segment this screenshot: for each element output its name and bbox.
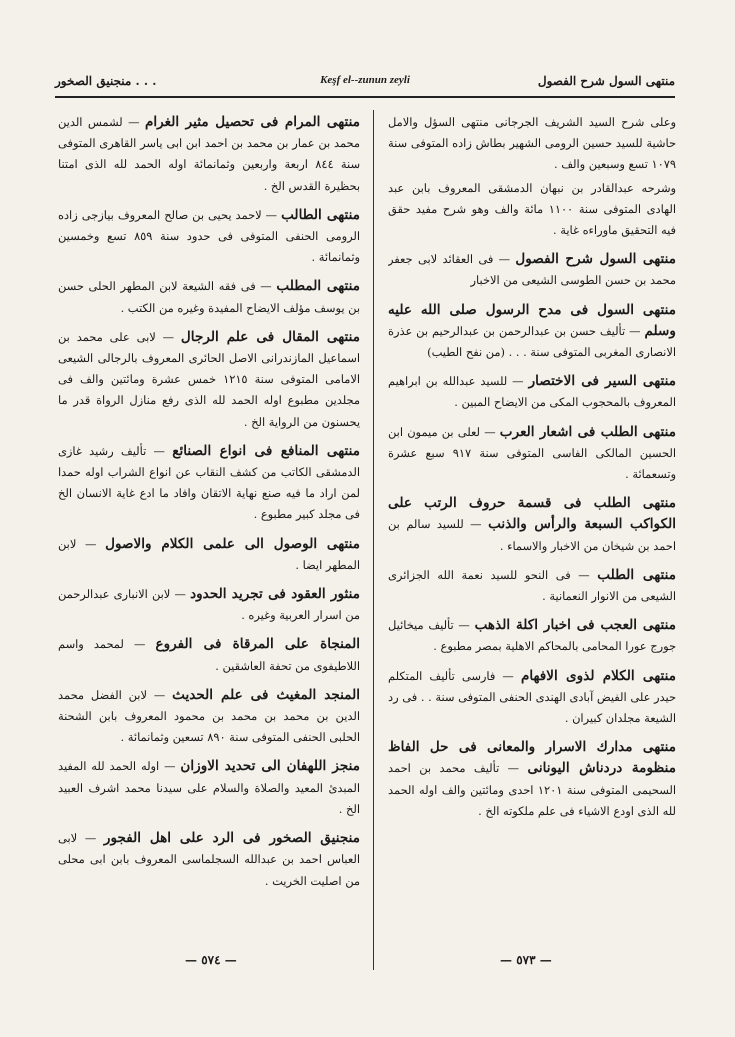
- header-rule: [55, 96, 675, 98]
- entry-body: — لشمس الدين محمد بن عمار بن محمد بن احمد ابن ابى ياسر القاهرى المتوفى سنة ٨٤٤ اربعة واربعين وثمانمائة اوله الحمد لله الذى امتنا بحظيرة القدس الخ .: [58, 115, 360, 193]
- entry: [58, 634, 360, 676]
- entry-body: — لابن المطهر ايضا .: [58, 536, 360, 572]
- entry-title: منتهى العجب فى اخبار اكلة الذهب: [474, 617, 676, 634]
- right-column: [388, 112, 676, 942]
- entry: [58, 756, 360, 820]
- entry-title: منتهى الوصول الى علمى الكلام والاصول: [105, 535, 360, 552]
- entry: [58, 584, 360, 626]
- entry: [58, 828, 360, 892]
- entry-title: منتهى مدارك الاسرار والمعانى فى حل الفاظ منظومة دردناش اليونانى: [388, 739, 676, 777]
- entry: [388, 615, 676, 657]
- entry-body: — للسيد سالم بن احمد بن شيخان من الاخبار والاسماء .: [388, 517, 676, 553]
- running-head: [55, 72, 675, 94]
- entry: [58, 112, 360, 197]
- entry-title: منتهى السول فى مدح الرسول صلى الله عليه وسلم: [388, 301, 676, 339]
- left-column: [58, 112, 360, 942]
- entry: [58, 441, 360, 526]
- entry-body: وعلى شرح السيد الشريف الجرجانى منتهى السؤل والامل حاشية للسيد حسين الرومى الشهير بطاش زاده المتوفى سنة ١٠٧٩ تسع وسبعين والف .: [388, 115, 676, 172]
- entry-title: منتهى الكلام لذوى الافهام: [520, 667, 676, 684]
- header-left-page-title: منجنيق الصخور . . .: [55, 74, 157, 88]
- entry-body: — لمحمد واسم اللاطيفوى من تحفة العاشقين .: [58, 637, 360, 673]
- entry-title: المنجاة على المرقاة فى الفروع: [155, 636, 360, 653]
- entry-title: منتهى المطلب: [276, 278, 360, 295]
- entry-title: منتهى الطلب فى قسمة حروف الرتب على الكواكب السبعة والرأس والذنب: [388, 495, 676, 533]
- entry: [58, 534, 360, 576]
- entry-body: — لابى العباس احمد بن عبدالله السجلماسى المعروف بابن ابى محلى من اصليت الخريت .: [58, 831, 360, 888]
- entry-body: — للسيد عبدالله بن ابراهيم المعروف بالمحجوب المكى من الايضاح المبين .: [388, 374, 676, 410]
- entry-body: — لاحمد يحيى بن صالح المعروف بيازجى زاده الرومى الحنفى المتوفى فى حدود سنة ٨٥٩ تسع وخمسين وثمانمائة .: [58, 207, 360, 265]
- entry-title: منتهى الطلب فى اشعار العرب: [499, 423, 676, 440]
- entry: [388, 300, 676, 364]
- column-divider: [373, 110, 374, 970]
- entry-body: — تأليف رشيد غازى الدمشقى الكاتب من كشف النقاب عن انواع الشراب اوله حمدا لمن اراد ما فيه صنع نهاية الاتقان وافاد ما ادع غاية الانسان الخ فى مجلد كبير مطبوع .: [58, 443, 360, 522]
- entry-title: منتهى الطالب: [281, 206, 360, 223]
- entry-title: منتهى السول شرح الفصول: [515, 251, 676, 268]
- header-book-title: Keşf el--zunun zeyli: [320, 74, 410, 86]
- entry-title: منتهى المرام فى تحصيل مثير الغرام: [144, 114, 360, 130]
- entry-title: منتهى السير فى الاختصار: [528, 373, 676, 390]
- entry-body: — تأليف محمد بن احمد السحيمى المتوفى سنة ١٢٠١ احدى ومائتين والف اوله الحمد لله الذى اودع الاشياء فى علم ملكوته الخ .: [388, 761, 676, 818]
- entry: [388, 249, 676, 291]
- entry-body: — لابن الفضل محمد الدين بن محمد بن محمد بن محمود المعروف بابن الشحنة الحلبى الحنفى المتوفى سنة ٨٩٠ تسعين وثمانمائة .: [58, 687, 360, 745]
- entry-body: — تأليف ميخائيل جورج عورا المحامى بالمحاكم الاهلية بمصر مطبوع .: [388, 618, 676, 654]
- entry: [388, 493, 676, 557]
- entry: [58, 205, 360, 269]
- entry-body: — فى العقائد لابى جعفر محمد بن حسن الطوسى الشيعى من الاخبار: [388, 252, 676, 288]
- entry: [58, 276, 360, 318]
- entry: [388, 112, 676, 176]
- entry-body: — فى النحو للسيد نعمة الله الجزائرى الشيعى من الانوار النعمانية .: [388, 567, 676, 604]
- entry-title: منتهى المقال فى علم الرجال: [180, 328, 360, 345]
- entry-title: منجز اللهفان الى تحديد الاوزان: [180, 758, 360, 775]
- entry-body: — لابى على محمد بن اسماعيل المازندرانى الاصل الحائرى المعروف بالرجالى الشيعى الامامى المتوفى سنة ١٢١٥ خمس عشرة ومائتين والف فى مجلدين مطبوع اوله الحمد لله الذى رفع منازل الرواة قدر ما يحسنون من الرواية الخ .: [58, 329, 360, 429]
- entry-title: منجنيق الصخور فى الرد على اهل الفجور: [103, 830, 360, 847]
- entry-body: — لابن الانبارى عبدالرحمن من اسرار العربية وغيره .: [58, 587, 360, 623]
- entry-body: — فى فقه الشيعة لابن المطهر الحلى حسن بن يوسف مؤلف الايضاح المفيدة وغيره من الكتب .: [58, 279, 360, 315]
- entry-title: منثور العقود فى تجريد الحدود: [190, 586, 360, 603]
- entry: [388, 666, 676, 730]
- entry-title: منتهى الطلب: [597, 566, 676, 583]
- entry: [58, 685, 360, 749]
- entry: [388, 565, 676, 607]
- page-number-right: — ٥٧٣ —: [500, 953, 552, 967]
- entry: [58, 327, 360, 433]
- entry: [388, 178, 676, 242]
- entry: [388, 371, 676, 413]
- entry-body: — لعلى بن ميمون ابن الحسين المالكى الفاسى المتوفى سنة ٩١٧ سبع عشرة وتسعمائة .: [388, 424, 676, 482]
- entry-body: — فارسى تأليف المتكلم حيدر على الفيض آبادى الهندى الحنفى المتوفى سنة . . فى رد الشيعة مجلدان كبيران .: [388, 668, 676, 726]
- entry-title: منتهى المنافع فى انواع الصنائع: [172, 442, 360, 459]
- header-right-page-title: منتهى السول شرح الفصول: [537, 74, 675, 88]
- entry-body: وشرحه عبدالقادر بن نبهان الدمشقى المعروف بابن عبد الهادى المتوفى سنة ١١٠٠ مائة والف وهو شرح مفيد حقق فيه التحقيق ماوراءه غاية .: [388, 180, 676, 238]
- entry: [388, 422, 676, 486]
- entry-body: — تأليف حسن بن عبدالرحمن بن عبدالرحيم بن عذرة الانصارى المغربى المتوفى سنة . . . (من نفح الطيب): [388, 323, 676, 360]
- page-number-left: — ٥٧٤ —: [185, 953, 237, 967]
- entry: [388, 737, 676, 822]
- entry-body: — اوله الحمد لله المفيد المبدئ المعيد والصلاة والسلام على سيدنا محمد اشرف العبيد الخ .: [58, 759, 360, 816]
- entry-title: المنجد المغيث فى علم الحديث: [172, 686, 360, 703]
